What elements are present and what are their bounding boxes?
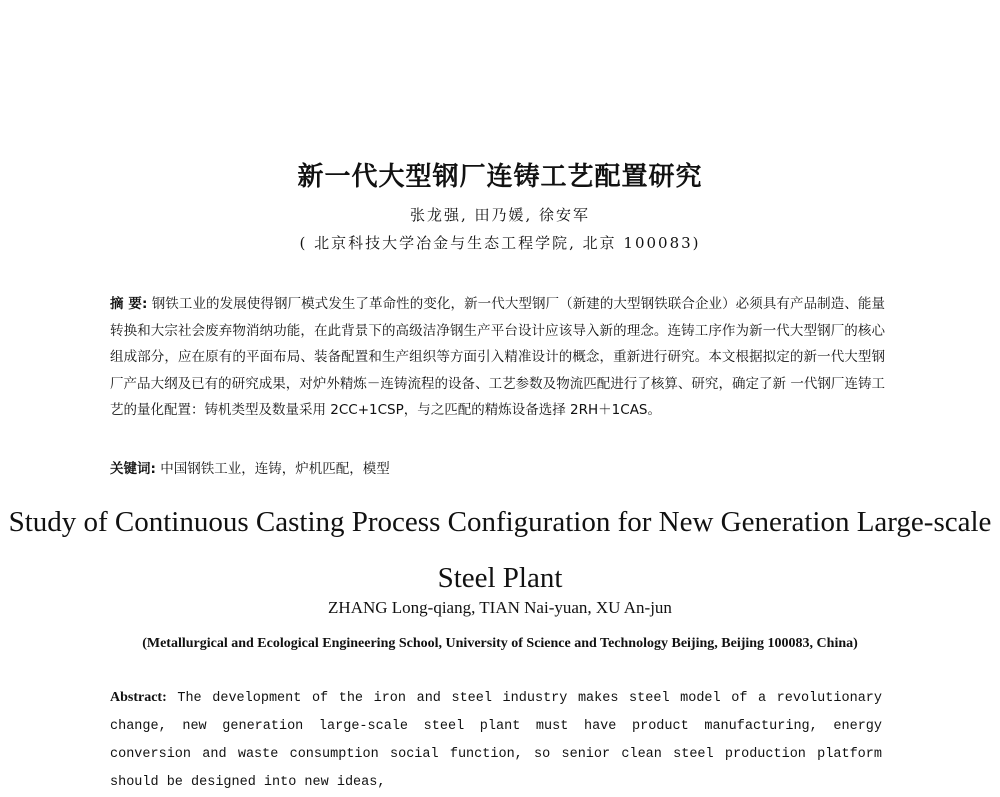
- authors-chinese: 张龙强, 田乃媛, 徐安军: [409, 206, 591, 224]
- abstract-text-english: The development of the iron and steel industry makes steel model of a revolutionary change, new generation large-scale steel plant must have product manufacturing, energy conversion and waste consumption social function, so senior clean steel production platform should be designed into new ideas,: [110, 691, 882, 790]
- affiliation-english-text: (Metallurgical and Ecological Engineering School, University of Science and Technology Beijing, Beijing 100083, China): [142, 636, 858, 651]
- paper-title-english: Study of Continuous Casting Process Configuration for New Generation Large-scale Steel Plant: [8, 506, 992, 594]
- affiliation-chinese: ( 北京科技大学冶金与生态工程学院, 北京 100083): [299, 234, 701, 252]
- abstract-label-chinese: 摘 要:: [110, 296, 148, 312]
- abstract-text-chinese: 钢铁工业的发展使得钢厂模式发生了革命性的变化，新一代大型钢厂（新建的大型钢铁联合企业）必须具有产品制造、能量转换和大宗社会废弃物消纳功能，在此背景下的高级洁净钢生产平台设计应该导入新的理念。连铸工序作为新一代大型钢厂的核心组成部分，应在原有的平面布局、装备配置和生产组织等方面引入精准设计的概念，重新进行研究。本文根据拟定的新一代大型钢厂产品大纲及已有的研究成果，对炉外精炼－连铸流程的设备、工艺参数及物流匹配进行了核算、研究，确定了新 一代钢厂连铸工艺的量化配置：铸机类型及数量采用 2CC+1CSP，与之匹配的精炼设备选择 2RH＋1CAS。: [110, 296, 885, 418]
- keywords-label-chinese: 关键词:: [110, 461, 156, 477]
- abstract-label-english: Abstract:: [110, 690, 167, 705]
- affiliation-english: [0, 630, 1000, 657]
- abstract-chinese: [110, 291, 885, 424]
- authors-english: ZHANG Long-qiang, TIAN Nai-yuan, XU An-jun: [328, 598, 672, 617]
- keywords-text-chinese: 中国钢铁工业，连铸，炉机匹配，模型: [160, 461, 390, 477]
- paper-title-chinese: 新一代大型钢厂连铸工艺配置研究: [297, 162, 703, 192]
- abstract-english: [110, 684, 882, 797]
- keywords-chinese: [110, 457, 885, 481]
